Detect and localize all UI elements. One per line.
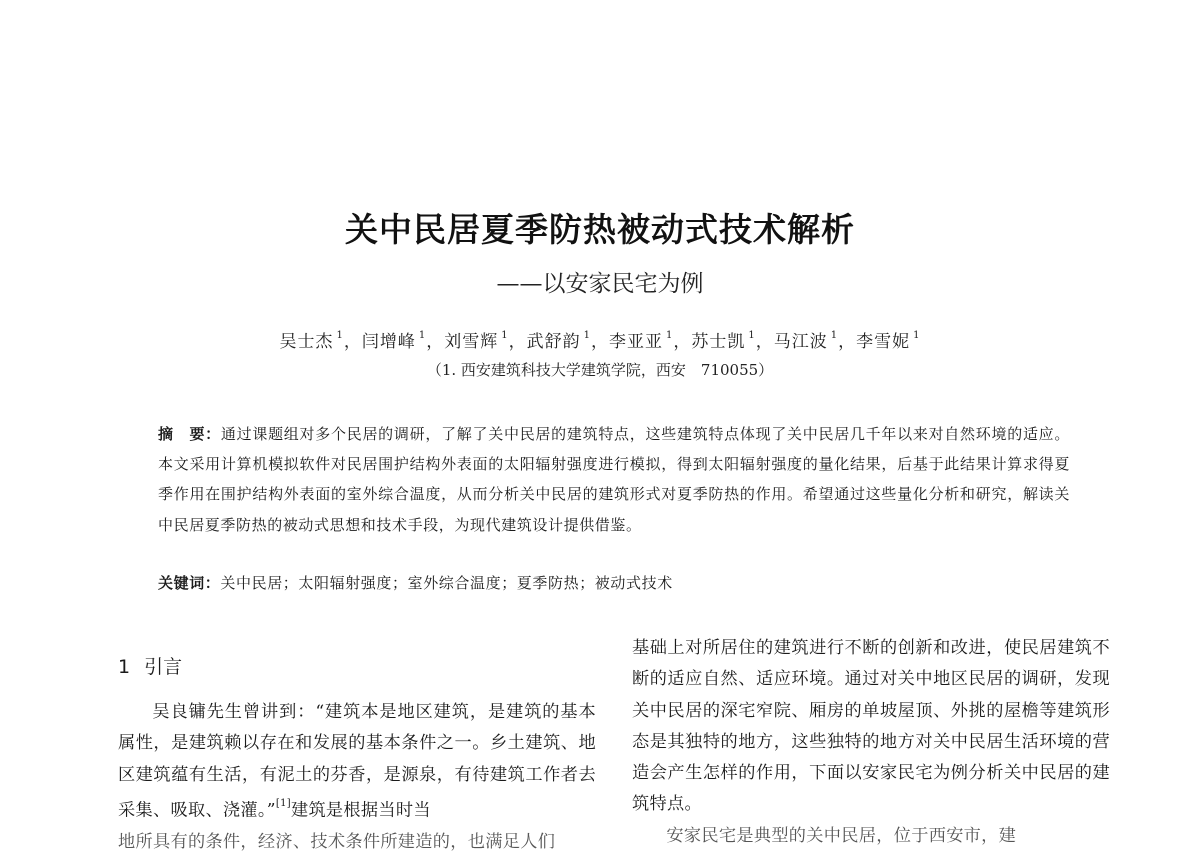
abstract xyxy=(158,419,1070,540)
author-separator: ， xyxy=(673,332,692,352)
paragraph-text: 建筑是根据当时当 xyxy=(290,800,431,821)
section-heading xyxy=(118,652,182,679)
author-separator: ， xyxy=(343,332,362,352)
author-name: 苏士凯 xyxy=(691,332,746,352)
affiliation: （1. 西安建筑科技大学建筑学院，西安 710055） xyxy=(426,361,774,379)
author-name: 吴士杰 xyxy=(279,332,334,352)
section-number: 1 xyxy=(118,656,131,678)
author-separator: ， xyxy=(755,332,774,352)
right-column xyxy=(632,633,1110,846)
author-name: 闫增峰 xyxy=(361,332,416,352)
citation-ref: [1] xyxy=(275,797,291,809)
paper-subtitle: ——以安家民宅为例 xyxy=(496,271,704,297)
paragraph-text: 吴良镛先生曾讲到：“建筑本是地区建筑，是建筑的基本属性，是建筑赖以存在和发展的基本条件之一。乡土建筑、地区建筑蕴有生活，有泥土的芬香，是源泉，有待建筑工作者去采集、吸取、浇灌。” xyxy=(118,702,596,821)
keywords-label: 关键词： xyxy=(158,574,221,592)
author-affiliation-mark: 1 xyxy=(830,330,839,342)
author-name: 马江波 xyxy=(773,332,828,352)
author-name: 李亚亚 xyxy=(609,332,663,352)
author-name: 李雪妮 xyxy=(856,332,911,352)
paragraph xyxy=(118,697,596,827)
author-affiliation-mark: 1 xyxy=(418,330,427,342)
author-affiliation-mark: 1 xyxy=(666,330,674,342)
author-affiliation-mark: 1 xyxy=(336,330,344,342)
left-column xyxy=(118,697,596,852)
author-name: 刘雪辉 xyxy=(444,332,499,352)
keywords xyxy=(158,572,1070,593)
abstract-label: 摘 要： xyxy=(158,425,221,443)
author-name: 武舒韵 xyxy=(526,332,581,352)
partial-line: 地所具有的条件，经济、技术条件所建造的，也满足人们 xyxy=(118,831,556,852)
paragraph: 基础上对所居住的建筑进行不断的创新和改进，使民居建筑不断的适应自然、适应环境。通过对关中地区民居的调研，发现关中民居的深宅窄院、厢房的单坡屋顶、外挑的屋檐等建筑形态是其独特的地方，这些独特的地方对关中民居生活环境的营造会产生怎样的作用，下面以安家民宅为例分析关中民居的建筑特点。 xyxy=(632,638,1110,815)
partial-line: 安家民宅是典型的关中民居，位于西安市，建 xyxy=(666,825,1017,846)
author-separator: ， xyxy=(838,332,857,352)
abstract-text: 通过课题组对多个民居的调研，了解了关中民居的建筑特点，这些建筑特点体现了关中民居几千年以来对自然环境的适应。本文采用计算机模拟软件对民居围护结构外表面的太阳辐射强度进行模拟，得到太阳辐射强度的量化结果，后基于此结果计算求得夏季作用在围护结构外表面的室外综合温度，从而分析关中民居的建筑形式对夏季防热的作用。希望通过这些量化分析和研究，解读关中民居夏季防热的被动式思想和技术手段，为现代建筑设计提供借鉴。 xyxy=(158,425,1070,534)
author-affiliation-mark: 1 xyxy=(583,330,591,342)
author-affiliation-mark: 1 xyxy=(501,330,509,342)
author-affiliation-mark: 1 xyxy=(748,330,756,342)
section-title: 引言 xyxy=(144,656,183,678)
author-separator: ， xyxy=(426,332,445,352)
author-separator: ， xyxy=(508,332,527,352)
keywords-text: 关中民居；太阳辐射强度；室外综合温度；夏季防热；被动式技术 xyxy=(220,574,673,592)
author-affiliation-mark: 1 xyxy=(913,330,921,342)
author-separator: ， xyxy=(591,332,609,352)
author-list xyxy=(0,327,1200,352)
paper-title: 关中民居夏季防热被动式技术解析 xyxy=(345,210,855,249)
